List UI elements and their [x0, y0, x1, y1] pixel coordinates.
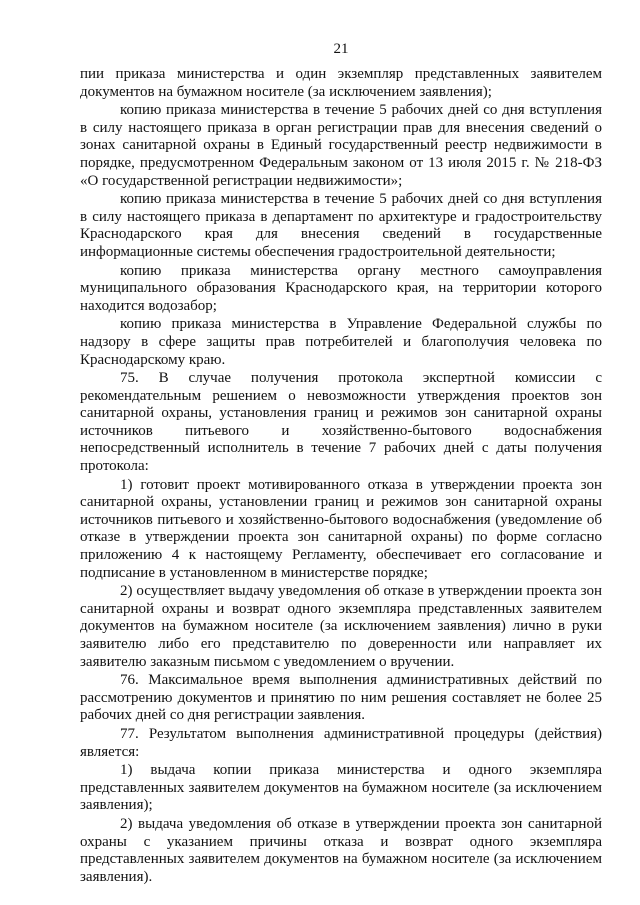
paragraph-copy-to-local-government: копию приказа министерства органу местного самоуправления муниципального образования Краснодарского края, на территории которого находится водозабор; [80, 262, 602, 314]
paragraph-item-76: 76. Максимальное время выполнения административных действий по рассмотрению документов и принятию по ним решения составляет не более 25 рабочих дней со дня регистрации заявления. [80, 672, 602, 724]
paragraph-item-75-1: 1) готовит проект мотивированного отказа в утверждении проекта зон санитарной охраны, установлении границ и режимов зон санитарной охраны источников питьевого и хозяйственно-бытового водоснабжения (уведомление об отказе в утверждении проекта зон санитарной охраны) по форме согласно приложению 4 к настоящему Регламенту, обеспечивает его согласование и подписание в установленном в министерстве порядке; [80, 476, 602, 581]
paragraph-item-77-1: 1) выдача копии приказа министерства и одного экземпляра представленных заявителем документов на бумажном носителе (за исключением заявления); [80, 762, 602, 814]
paragraph-copy-to-architecture-dept: копию приказа министерства в течение 5 рабочих дней со дня вступления в силу настоящего приказа в департамент по архитектуре и градостроительству Краснодарского края для внесения сведений в государственные информационные системы обеспечения градостроительной деятельности; [80, 191, 602, 260]
page-number: 21 [333, 41, 349, 57]
document-body [80, 66, 602, 886]
paragraph-item-77: 77. Результатом выполнения административной процедуры (действия) является: [80, 725, 602, 760]
paragraph-copy-to-federal-service: копию приказа министерства в Управление Федеральной службы по надзору в сфере защиты прав потребителей и благополучия человека по Краснодарскому краю. [80, 316, 602, 368]
paragraph-item-75: 75. В случае получения протокола экспертной комиссии с рекомендательным решением о невозможности утверждения проектов зон санитарной охраны, установления границ и режимов зон санитарной охраны источников питьевого и хозяйственно-бытового водоснабжения непосредственный исполнитель в течение 7 рабочих дней с даты получения протокола: [80, 370, 602, 475]
paragraph-item-75-2: 2) осуществляет выдачу уведомления об отказе в утверждении проекта зон санитарной охраны и возврат одного экземпляра представленных заявителем документов на бумажном носителе (за исключением заявления) лично в руки заявителю либо его представителю по доверенности или направляет их заявителю заказным письмом с уведомлением о вручении. [80, 583, 602, 670]
paragraph-copy-to-registry: копию приказа министерства в течение 5 рабочих дней со дня вступления в силу настоящего приказа в орган регистрации прав для внесения сведений о зонах санитарной охраны в Единый государственный реестр недвижимости в порядке, предусмотренном Федеральным законом от 13 июля 2015 г. № 218-ФЗ «О государственной регистрации недвижимости»; [80, 102, 602, 189]
paragraph-item-77-2: 2) выдача уведомления об отказе в утверждении проекта зон санитарной охраны с указанием причины отказа и возврат одного экземпляра представленных заявителем документов на бумажном носителе (за исключением заявления). [80, 815, 602, 885]
paragraph-continuation: пии приказа министерства и один экземпляр представленных заявителем документов на бумажном носителе (за исключением заявления); [80, 66, 602, 100]
